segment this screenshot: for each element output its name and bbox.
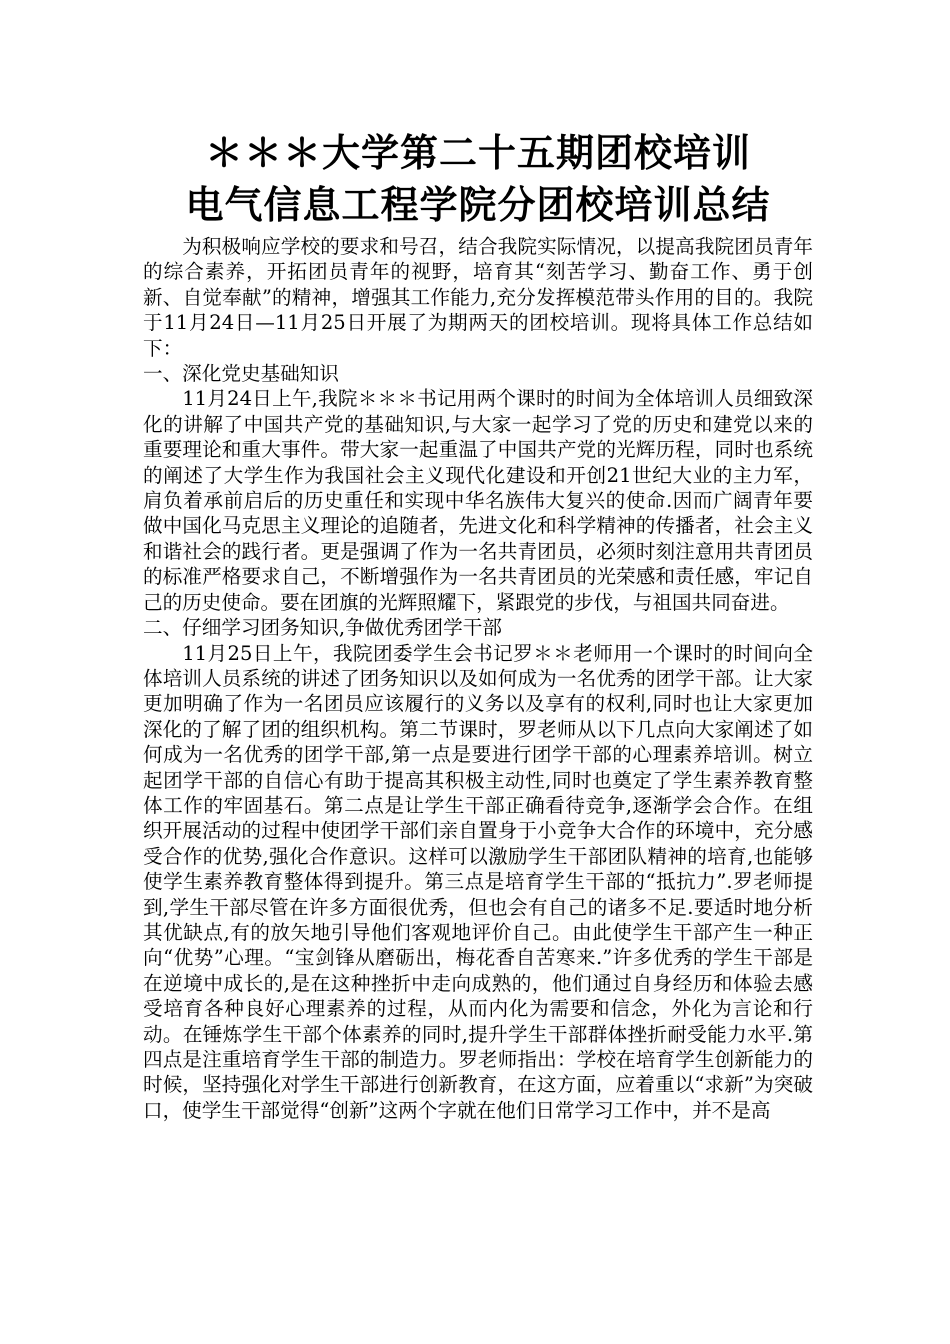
section-1-heading: 一、深化党史基础知识 [143, 362, 339, 386]
document-title-line-2: 电气信息工程学院分团校培训总结 [185, 183, 771, 227]
section-2-heading: 二、仔细学习团务知识,争做优秀团学干部 [143, 616, 502, 640]
intro-paragraph: 为积极响应学校的要求和号召，结合我院实际情况，以提高我院团员青年的综合素养，开拓团员青年的视野，培育其“刻苦学习、勤奋工作、勇于创新、自觉奉献”的精神，增强其工作能力,充分发挥模范带头作用的目的。我院于11月24日—11月25日开展了为期两天的团校培训。现将具体工作总结如下： [143, 235, 813, 360]
section-1-paragraph: 11月24日上午,我院＊＊＊书记用两个课时的时间为全体培训人员细致深化的讲解了中国共产党的基础知识,与大家一起学习了党的历史和建党以来的重要理论和重大事件。带大家一起重温了中国共产党的光辉历程，同时也系统的阐述了大学生作为我国社会主义现代化建设和开创21世纪大业的主力军，肩负着承前启后的历史重任和实现中华名族伟大复兴的使命.因而广阔青年要做中国化马克思主义理论的追随者，先进文化和科学精神的传播者，社会主义和谐社会的践行者。更是强调了作为一名共青团员，必须时刻注意用共青团员的标准严格要求自己，不断增强作为一名共青团员的光荣感和责任感，牢记自己的历史使命。要在团旗的光辉照耀下，紧跟党的步伐，与祖国共同奋进。 [143, 387, 813, 614]
document-title-line-1: ＊＊＊大学第二十五期团校培训 [204, 131, 751, 175]
section-2-paragraph: 11月25日上午，我院团委学生会书记罗＊＊老师用一个课时的时间向全体培训人员系统的讲述了团务知识以及如何成为一名优秀的团学干部。让大家更加明确了作为一名团员应该履行的义务以及享有的权利,同时也让大家更加深化的了解了团的组织机构。第二节课时，罗老师从以下几点向大家阐述了如何成为一名优秀的团学干部,第一点是要进行团学干部的心理素养培训。树立起团学干部的自信心有助于提高其积极主动性,同时也奠定了学生素养教育整体工作的牢固基石。第二点是让学生干部正确看待竞争,逐渐学会合作。在组织开展活动的过程中使团学干部们亲自置身于小竞争大合作的环境中，充分感受合作的优势,强化合作意识。这样可以激励学生干部团队精神的培育,也能够使学生素养教育整体得到提升。第三点是培育学生干部的“抵抗力”.罗老师提到,学生干部尽管在许多方面很优秀，但也会有自己的诸多不足.要适时地分析其优缺点,有的放矢地引导他们客观地评价自己。由此使学生干部产生一种正向“优势”心理。“宝剑锋从磨砺出，梅花香自苦寒来.”许多优秀的学生干部是在逆境中成长的,是在这种挫折中走向成熟的，他们通过自身经历和体验去感受培育各种良好心理素养的过程，从而内化为需要和信念，外化为言论和行动。在锤炼学生干部个体素养的同时,提升学生干部群体挫折耐受能力水平.第四点是注重培育学生干部的制造力。罗老师指出：学校在培育学生创新能力的时候，坚持强化对学生干部进行创新教育，在这方面，应着重以“求新”为突破口，使学生干部觉得“创新”这两个字就在他们日常学习工作中，并不是高 [143, 641, 813, 1122]
document-page [143, 128, 813, 1123]
